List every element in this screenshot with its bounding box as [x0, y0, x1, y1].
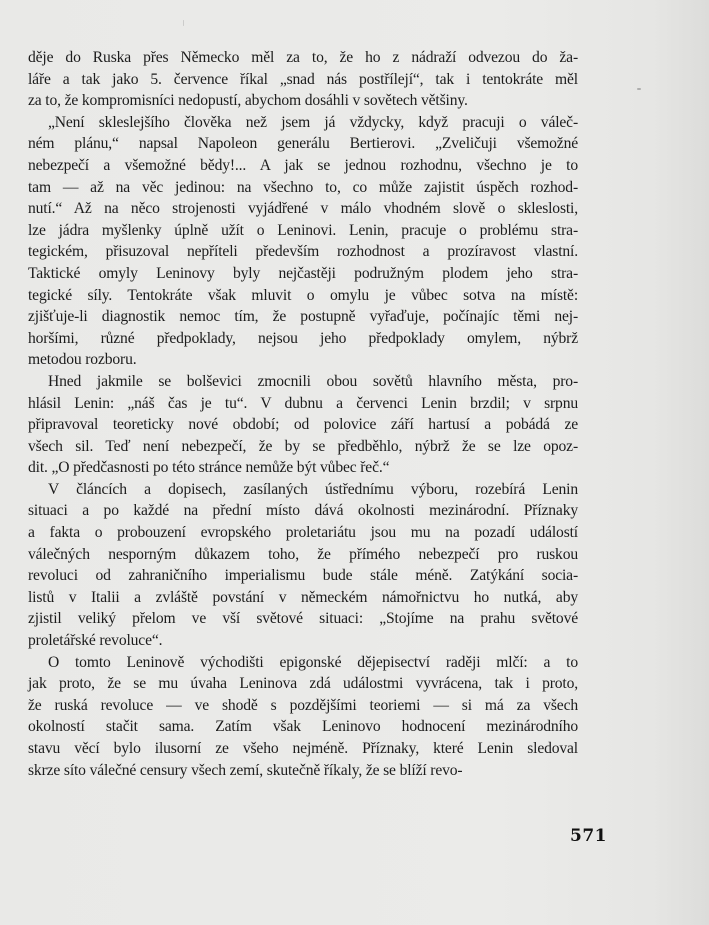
text-line: a fakta o probouzení evropského proletariátu jsou mu na pozadí událostí	[28, 524, 578, 542]
text-line: nebezpečí a všemožné bědy!... A jak se jednou rozhodnu, všechno je to	[28, 156, 578, 174]
text-line: stavu věcí bylo ilusorní ze všeho nejméně. Příznaky, které Lenin sledoval	[28, 740, 578, 757]
text-line: horšími, různé předpoklady, nejsou jeho předpoklady omylem, nýbrž	[28, 329, 578, 347]
paragraph	[28, 47, 578, 112]
text-line: V článcích a dopisech, zasílaných ústřednímu výboru, rozebírá Lenin	[48, 480, 578, 498]
paper-speck	[183, 20, 184, 26]
text-line: Hned jakmile se bolševici zmocnili obou sovětů hlavního města, pro-	[48, 372, 578, 390]
text-line: „Není skleslejšího člověka než jsem já vždycky, když pracuji o váleč-	[48, 113, 578, 131]
text-line: nutí.“ Až na něco strojenosti vyjádřené v málo vhodném slově o skleslosti,	[28, 200, 578, 218]
text-line: zjišťuje-li diagnostik nemoc tím, že postupně vyřaďuje, počínajíc těmi nej-	[28, 308, 578, 326]
text-line: děje do Ruska přes Německo měl za to, že ho z nádraží odvezou do ža-	[28, 49, 578, 66]
text-line: dit. „O předčasnosti po této stránce nemůže být vůbec řeč.“	[28, 459, 390, 477]
text-line: O tomto Leninově východišti epigonské dějepisectví raději mlčí: a to	[48, 653, 578, 671]
text-line: připravoval teoreticky nové období; od polovice září hartusí a pobádá ze	[28, 416, 578, 434]
text-line: metodou rozboru.	[28, 351, 137, 369]
text-line: zjistil veliký přelom ve vší světové situaci: „Stojíme na prahu světové	[28, 610, 578, 628]
paragraph	[28, 112, 578, 371]
body-text	[28, 47, 578, 781]
text-line: situaci a po každé na přední místo dává okolnosti mezinárodní. Příznaky	[28, 502, 578, 520]
text-line: hlásil Lenin: „náš čas je tu“. V dubnu a červenci Lenin brzdil; v srpnu	[28, 394, 578, 412]
text-line: za to, že kompromisníci nedopustí, abychom dosáhli v sovětech většiny.	[28, 92, 468, 110]
text-line: listů v Italii a zvláště povstání v německém námořnictvu ho nutká, aby	[28, 588, 578, 606]
text-line: válečných nesporným důkazem toho, že přímého nebezpečí pro ruskou	[28, 545, 578, 563]
text-line: všech sil. Teď není nebezpečí, že by se předběhlo, nýbrž že se lze opoz-	[28, 437, 578, 455]
paragraph	[28, 371, 578, 479]
paragraph	[28, 479, 578, 652]
page-number: 571	[570, 826, 607, 846]
text-line: proletářské revoluce“.	[28, 632, 163, 650]
text-line: okolností stačit sama. Zatím však Leninovo hodnocení mezinárodního	[28, 718, 578, 736]
text-line: tam — až na věc jedinou: na všechno to, co může zajistit úspěch rozhod-	[28, 178, 578, 196]
text-line: láře a tak jako 5. července říkal „snad nás postřílejí“, tak i tentokráte měl	[28, 70, 578, 88]
text-line: tegické síly. Tentokráte však mluvit o omylu je vůbec sotva na místě:	[28, 286, 578, 304]
text-line: skrze síto válečné censury všech zemí, skutečně říkaly, že se blíží revo-	[28, 761, 463, 779]
text-line: jak proto, že se mu úvaha Leninova zdá událostmi vyvrácena, tak i proto,	[28, 675, 578, 693]
text-line: že ruská revoluce — ve shodě s pozdějšími teoriemi — si má za všech	[28, 696, 578, 714]
paragraph	[28, 652, 578, 782]
text-line: Taktické omyly Leninovy byly nejčastěji podružným plodem jeho stra-	[28, 264, 578, 282]
text-line: revoluci od zahraničního imperialismu bude stále méně. Zatýkání socia-	[28, 567, 578, 585]
text-line: lze jádra myšlenky úplně užít o Leninovi. Lenin, pracuje o problému stra-	[28, 221, 578, 239]
text-line: ném plánu,“ napsal Napoleon generálu Bertierovi. „Zveličuji všemožné	[28, 135, 578, 153]
text-line: tegickém, přisuzoval nepříteli především rozhodnost a prozíravost vlastní.	[28, 243, 578, 261]
paper-speck	[637, 88, 641, 90]
